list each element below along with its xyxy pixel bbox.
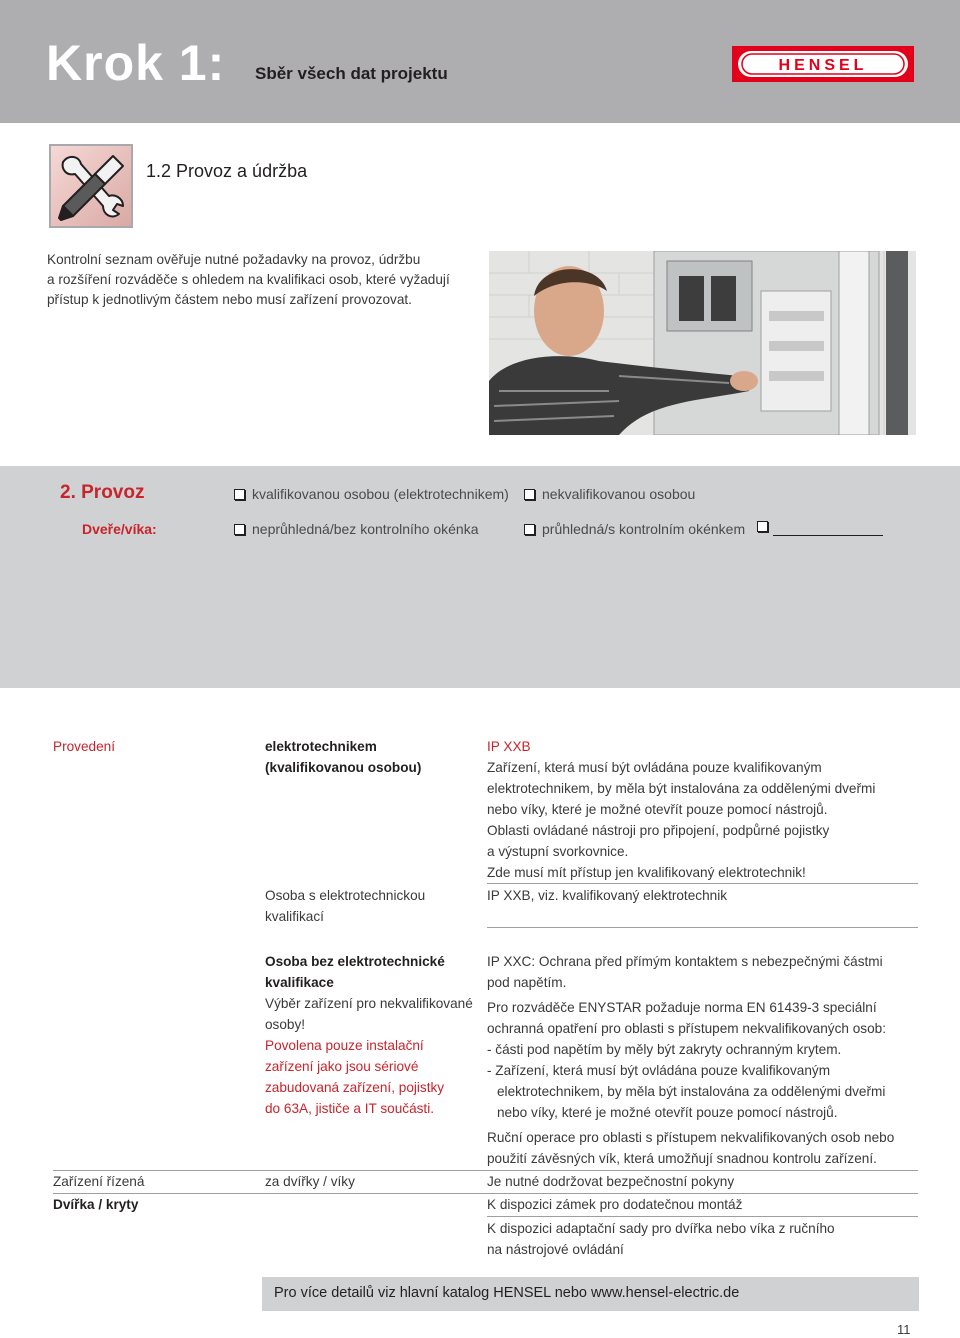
dvirka-desc-line: na nástrojové ovládání — [487, 1242, 624, 1257]
q1-description — [487, 736, 875, 883]
q2-title-line: kvalifikací — [265, 909, 324, 924]
q1-title-line: (kvalifikovanou osobou) — [265, 760, 422, 775]
intro-text — [47, 250, 477, 310]
q2-title-line: Osoba s elektrotechnickou — [265, 888, 426, 903]
section-title: 1.2 Provoz a údržba — [146, 161, 308, 181]
row-divider — [487, 883, 918, 884]
provoz-label: 2. Provoz — [60, 482, 145, 503]
q1-title — [265, 736, 421, 778]
dvere-label: Dveře/víka: — [82, 521, 157, 537]
step-subtitle: Sběr všech dat projektu — [255, 64, 448, 83]
row-divider — [487, 1216, 918, 1217]
row-divider — [487, 927, 918, 928]
q1-desc-line: Zařízení, která musí být ovládána pouze kvalifikovaným — [487, 760, 822, 775]
q2-desc-line: IP XXB, viz. kvalifikovaný elektrotechnik — [487, 888, 728, 903]
technician-photo — [489, 251, 916, 435]
row-divider — [53, 1170, 918, 1171]
row-divider — [53, 1193, 918, 1194]
option-label: kvalifikovanou osobou (elektrotechnikem) — [252, 486, 509, 502]
q3-desc-line: - Zařízení, která musí být ovládána pouze kvalifikovaným — [487, 1063, 831, 1078]
q2-title — [265, 885, 425, 927]
q3-note-line: do 63A, jističe a IT součásti. — [265, 1101, 434, 1116]
page-number: 11 — [897, 1322, 911, 1337]
provedeni-label — [53, 736, 115, 757]
option-label: neprůhledná/bez kontrolního okénka — [252, 521, 479, 537]
checkbox[interactable] — [234, 489, 245, 500]
option-unqualified-person[interactable] — [524, 486, 695, 502]
dvirka-label — [53, 1194, 138, 1215]
zarizeni-desc-text: Je nutné dodržovat bezpečnostní pokyny — [487, 1174, 735, 1189]
option-other-door[interactable] — [757, 521, 775, 532]
checkbox[interactable] — [757, 521, 768, 532]
q3-note-line: zabudovaná zařízení, pojistky — [265, 1080, 445, 1095]
q1-desc-line: elektrotechnikem, by měla být instalována za oddělenými dveřmi — [487, 781, 876, 796]
q3-desc-line: pod napětím. — [487, 975, 567, 990]
q1-desc-line: a výstupní svorkovnice. — [487, 844, 629, 859]
intro-line: Kontrolní seznam ověřuje nutné požadavky na provoz, údržbu — [47, 252, 421, 267]
option-transparent-door[interactable] — [524, 521, 745, 537]
checkbox[interactable] — [234, 524, 245, 535]
other-fill-line[interactable] — [773, 535, 883, 536]
q3-description-a — [487, 951, 883, 993]
zarizeni-mid — [265, 1171, 355, 1192]
q1-desc-line: IP XXB — [487, 739, 531, 754]
option-label: průhledná/s kontrolním okénkem — [542, 521, 746, 537]
option-opaque-door[interactable] — [234, 521, 479, 537]
q3-desc-line: Pro rozváděče ENYSTAR požaduje norma EN 61439-3 speciální — [487, 1000, 877, 1015]
q3-note-line: Povolena pouze instalační — [265, 1038, 424, 1053]
q1-desc-line: Zde musí mít přístup jen kvalifikovaný elektrotechnik! — [487, 865, 806, 880]
dvirka-desc-2 — [487, 1218, 835, 1260]
zarizeni-label — [53, 1171, 144, 1192]
zarizeni-text: Zařízení řízená — [53, 1174, 145, 1189]
dvirka-text: Dvířka / kryty — [53, 1197, 139, 1212]
checkbox[interactable] — [524, 524, 535, 535]
step-title: Krok 1: — [46, 35, 226, 91]
q1-title-line: elektrotechnikem — [265, 739, 377, 754]
option-qualified-person[interactable] — [234, 486, 509, 502]
provedeni-text: Provedení — [53, 739, 115, 754]
dvirka-desc-1 — [487, 1194, 742, 1215]
dvirka-desc-line: K dispozici adaptační sady pro dvířka nebo víka z ručního — [487, 1221, 835, 1236]
q3-title — [265, 951, 473, 1119]
zarizeni-desc — [487, 1171, 734, 1192]
intro-line: přístup k jednotlivým částem nebo musí zařízení provozovat. — [47, 292, 412, 307]
q3-desc-line: IP XXC: Ochrana před přímým kontaktem s nebezpečnými částmi — [487, 954, 883, 969]
q3-title-line: Osoba bez elektrotechnické — [265, 954, 445, 969]
q1-desc-line: nebo víky, které je možné otevřít pouze pomocí nástrojů. — [487, 802, 828, 817]
q3-description-c — [487, 1127, 894, 1169]
q3-note-line: Výběr zařízení pro nekvalifikované — [265, 996, 473, 1011]
hensel-logo — [732, 46, 914, 82]
zarizeni-mid-text: za dvířky / víky — [265, 1174, 355, 1189]
footer-note: Pro více detailů viz hlavní katalog HENSEL nebo www.hensel-electric.de — [274, 1285, 740, 1301]
q2-description — [487, 885, 727, 906]
dvirka-desc-text: K dispozici zámek pro dodatečnou montáž — [487, 1197, 743, 1212]
q3-desc-line: nebo víky, které je možné otevřít pouze pomocí nástrojů. — [497, 1105, 838, 1120]
q3-desc-line: - části pod napětím by měly být zakryty ochranným krytem. — [487, 1042, 842, 1057]
q3-note-line: osoby! — [265, 1017, 306, 1032]
q3-desc-line: ochranná opatření pro oblasti s přístupem nekvalifikovaných osob: — [487, 1021, 886, 1036]
intro-line: a rozšíření rozváděče s ohledem na kvalifikaci osob, které vyžadují — [47, 272, 450, 287]
q1-desc-line: Oblasti ovládané nástroji pro připojení, podpůrné pojistky — [487, 823, 830, 838]
q3-desc-line: elektrotechnikem, by měla být instalována za oddělenými dveřmi — [497, 1084, 886, 1099]
option-label: nekvalifikovanou osobou — [542, 486, 696, 502]
wrench-screwdriver-icon — [49, 144, 133, 228]
q3-desc-line: Ruční operace pro oblasti s přístupem nekvalifikovaných osob nebo — [487, 1130, 895, 1145]
q3-desc-line: použití závěsných vík, která umožňují snadnou kontrolu zařízení. — [487, 1151, 877, 1166]
q3-description-b — [487, 997, 886, 1123]
checkbox[interactable] — [524, 489, 535, 500]
q3-note-line: zařízení jako jsou sériové — [265, 1059, 419, 1074]
q3-title-line: kvalifikace — [265, 975, 334, 990]
logo-text: HENSEL — [778, 57, 868, 74]
